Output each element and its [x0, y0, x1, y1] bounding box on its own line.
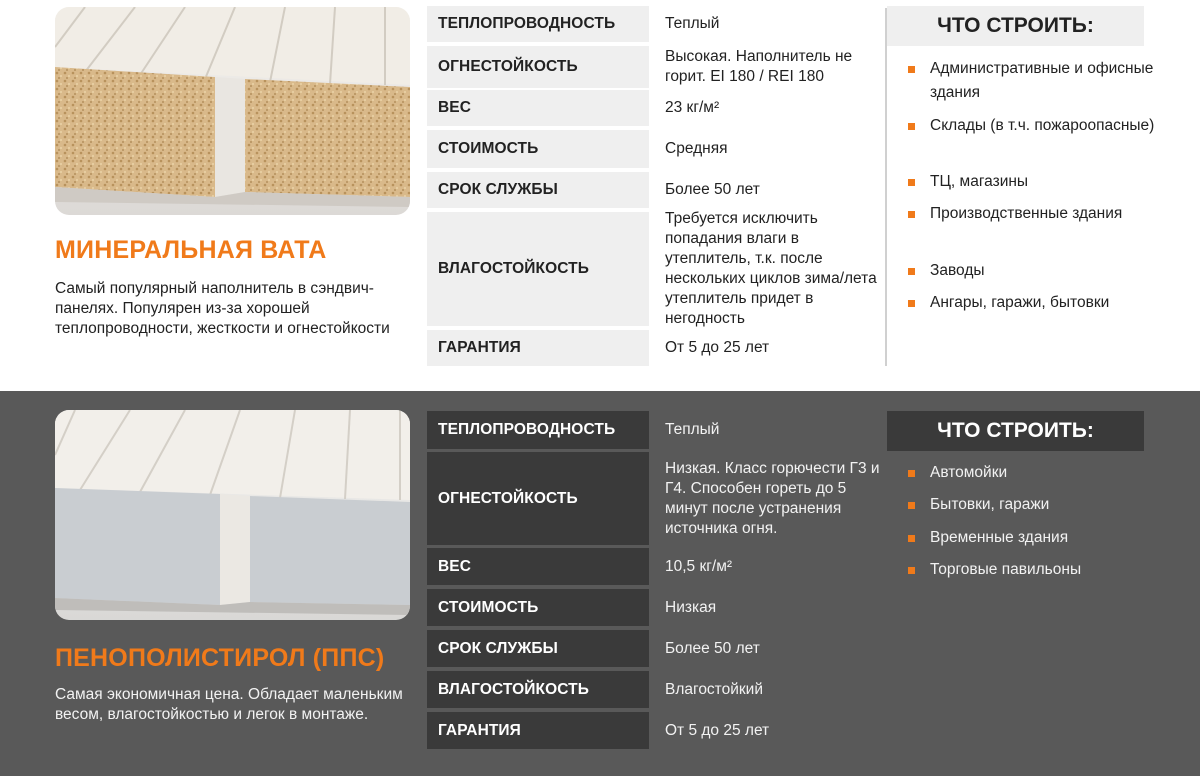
spec-label: ВЛАГОСТОЙКОСТЬ [427, 212, 649, 326]
bullet-icon [908, 470, 915, 477]
build-list-item: Бытовки, гаражи [908, 493, 1168, 517]
sandwich-panel-illustration [55, 410, 410, 620]
spec-value: Теплый [665, 15, 720, 32]
bullet-icon [908, 567, 915, 574]
spec-value: 23 кг/м² [665, 99, 720, 116]
sandwich-panel-illustration [55, 7, 410, 215]
mineral-wool-panel-image [55, 7, 410, 215]
spec-row-fire [427, 46, 883, 88]
product-description: Самая экономичная цена. Обладает маленьким весом, влагостойкостью и легок в монтаже. [55, 686, 403, 723]
spec-row-lifespan [427, 630, 883, 667]
spec-row-thermal [427, 411, 883, 449]
bullet-icon [908, 66, 915, 73]
build-list-item: Автомойки [908, 461, 1168, 485]
build-list-item: Склады (в т.ч. пожароопасные) [908, 114, 1168, 138]
spec-value: Средняя [665, 140, 728, 157]
spec-label: ВЕС [427, 90, 649, 126]
build-heading: ЧТО СТРОИТЬ: [887, 411, 1144, 451]
polystyrene-panel-image [55, 410, 410, 620]
spec-label: СРОК СЛУЖБЫ [427, 172, 649, 208]
bullet-icon [908, 211, 915, 218]
spec-label: ГАРАНТИЯ [427, 712, 649, 749]
spec-row-warranty [427, 330, 883, 366]
spec-label: СРОК СЛУЖБЫ [427, 630, 649, 667]
spec-value: Низкая [665, 598, 717, 616]
bullet-icon [908, 502, 915, 509]
spec-value: Высокая. Наполнитель не горит. EI 180 / REI 180 [665, 48, 853, 85]
spec-value: Влагостойкий [665, 680, 763, 698]
spec-label: ОГНЕСТОЙКОСТЬ [427, 452, 649, 545]
spec-row-thermal [427, 6, 883, 42]
spec-row-weight [427, 548, 883, 585]
build-list-item: Ангары, гаражи, бытовки [908, 291, 1168, 315]
polystyrene-section [0, 391, 1200, 776]
spec-row-warranty [427, 712, 883, 749]
spec-row-fire [427, 452, 883, 545]
build-list-item: Производственные здания [908, 202, 1168, 226]
bullet-icon [908, 268, 915, 275]
spec-label: СТОИМОСТЬ [427, 589, 649, 626]
product-title: ПЕНОПОЛИСТИРОЛ (ППС) [55, 644, 385, 672]
build-list-item: Административные и офисные здания [908, 57, 1168, 105]
spec-value: От 5 до 25 лет [665, 339, 770, 356]
spec-value: Более 50 лет [665, 639, 760, 657]
bullet-icon [908, 123, 915, 130]
spec-value: 10,5 кг/м² [665, 557, 733, 575]
spec-row-cost [427, 130, 883, 168]
bullet-icon [908, 300, 915, 307]
bullet-icon [908, 179, 915, 186]
build-list-item: ТЦ, магазины [908, 170, 1168, 194]
spec-label: ВЛАГОСТОЙКОСТЬ [427, 671, 649, 708]
build-list-item: Торговые павильоны [908, 558, 1168, 582]
spec-label: ВЕС [427, 548, 649, 585]
spec-label: СТОИМОСТЬ [427, 130, 649, 168]
bullet-icon [908, 535, 915, 542]
build-list-item: Заводы [908, 259, 1168, 283]
spec-value: От 5 до 25 лет [665, 721, 770, 739]
spec-row-moisture [427, 671, 883, 708]
spec-row-weight [427, 90, 883, 126]
spec-row-cost [427, 589, 883, 626]
build-heading: ЧТО СТРОИТЬ: [887, 6, 1144, 46]
spec-label: ГАРАНТИЯ [427, 330, 649, 366]
spec-row-moisture [427, 212, 883, 326]
spec-label: ТЕПЛОПРОВОДНОСТЬ [427, 6, 649, 42]
spec-value: Низкая. Класс горючести Г3 и Г4. Способен гореть до 5 минут после устранения источника огня. [665, 459, 880, 537]
spec-value: Требуется исключить попадания влаги в утеплитель, т.к. после нескольких циклов зима/лета утеплитель придет в негодность [665, 210, 877, 327]
product-description: Самый популярный наполнитель в сэндвич-панелях. Популярен из-за хорошей теплопроводности, жесткости и огнестойкости [55, 280, 390, 337]
build-list-item: Временные здания [908, 526, 1168, 550]
product-title: МИНЕРАЛЬНАЯ ВАТА [55, 236, 327, 264]
spec-value: Более 50 лет [665, 181, 760, 198]
spec-row-lifespan [427, 172, 883, 208]
vertical-divider [885, 8, 887, 366]
spec-label: ОГНЕСТОЙКОСТЬ [427, 46, 649, 88]
spec-label: ТЕПЛОПРОВОДНОСТЬ [427, 411, 649, 449]
spec-value: Теплый [665, 421, 720, 438]
